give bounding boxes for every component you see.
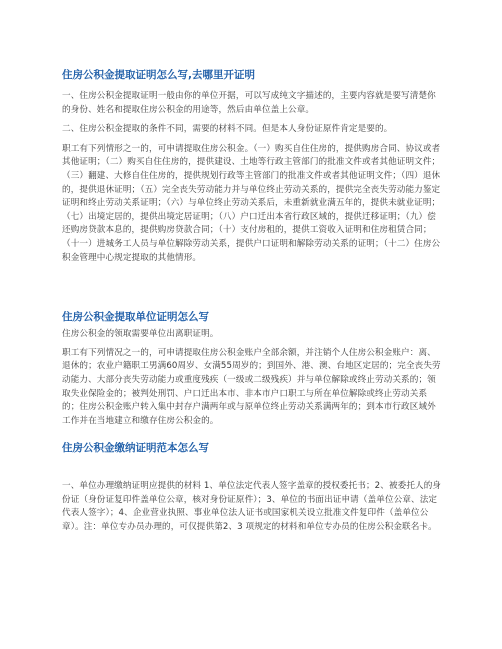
section-1-paragraph-2: 二、住房公积金提取的条件不同，需要的材料不同。但是本人身份证原件肯定是要的。 — [62, 124, 393, 135]
section-2-paragraph-2: 职工有下列情况之一的，可申请提取住房公积金账户全部余额，并注销个人住房公积金账户：离、退休的；农业户籍职工男满60周岁、女满55周岁的；到国外、港、澳、台地区定居的；完全丧失劳动能力、大部分丧失劳动能力或重度残疾（一级或二级残疾）并与单位解除或终止劳动关系的；领取失业保险金的；被判处刑罚、户口迁出本市、非本市户口职工与所在单位解除或终止劳动关系的；住房公积金账户转入集中封存户满两年或与原单位终止劳动关系满两年的；到本市行政区域外工作并在当地建立和缴存住房公积金的。 — [62, 347, 441, 426]
section-heading-2: 住房公积金提取单位证明怎么写 — [62, 311, 209, 324]
section-1-paragraph-3: 职工有下列情形之一的，可申请提取住房公积金。（一）购买自住住房的，提供购房合同、协议或者其他证明；（二）购买自住住房的，提供建设、土地等行政主管部门的批准文件或者其他证明文件；（三）翻建、大修自住住房的，提供规划行政等主管部门的批准文件或者其他证明文件；（四）退休的，提供退休证明；（五）完全丧失劳动能力并与单位终止劳动关系的，提供完全丧失劳动能力鉴定证明和终止劳动关系证明；（六）与单位终止劳动关系后，未重新就业满五年的，提供未就业证明；（七）出境定居的，提供出境定居证明；（八）户口迁出本省行政区域的，提供迁移证明；（九）偿还购房贷款本息的，提供购房贷款合同；（十）支付房租的，提供工资收入证明和住房租赁合同；（十一）进城务工人员与单位解除劳动关系，提供户口证明和解除劳动关系的证明；（十二）住房公积金管理中心规定提取的其他情形。 — [62, 143, 441, 263]
section-1-paragraph-1: 一、住房公积金提取证明一般由你的单位开据，可以写成纯文字描述的，主要内容就是要写清楚你的身份、姓名和提取住房公积金的用途等，然后由单位盖上公章。 — [62, 91, 436, 115]
document-body — [62, 68, 442, 535]
section-2-paragraph-1: 住房公积金的领取需要单位出离职证明。 — [62, 329, 219, 340]
section-3-paragraph-1: 一、单位办理缴纳证明应提供的材料 1、单位法定代表人签字盖章的授权委托书；2、被委托人的身份证（身份证复印件盖单位公章，核对身份证原件）；3、单位的书面出证申请（盖单位公章、法定代表人签字）；4、企业营业执照、事业单位法人证书或国家机关设立批准文件复印件（盖单位公章）。注：单位专办员办理的，可仅提供第2、3 项规定的材料和单位专办员的住房公积金联名卡。 — [62, 481, 442, 533]
section-heading-1: 住房公积金提取证明怎么写,去哪里开证明 — [62, 69, 255, 81]
section-heading-3: 住房公积金缴纳证明范本怎么写 — [62, 442, 209, 455]
